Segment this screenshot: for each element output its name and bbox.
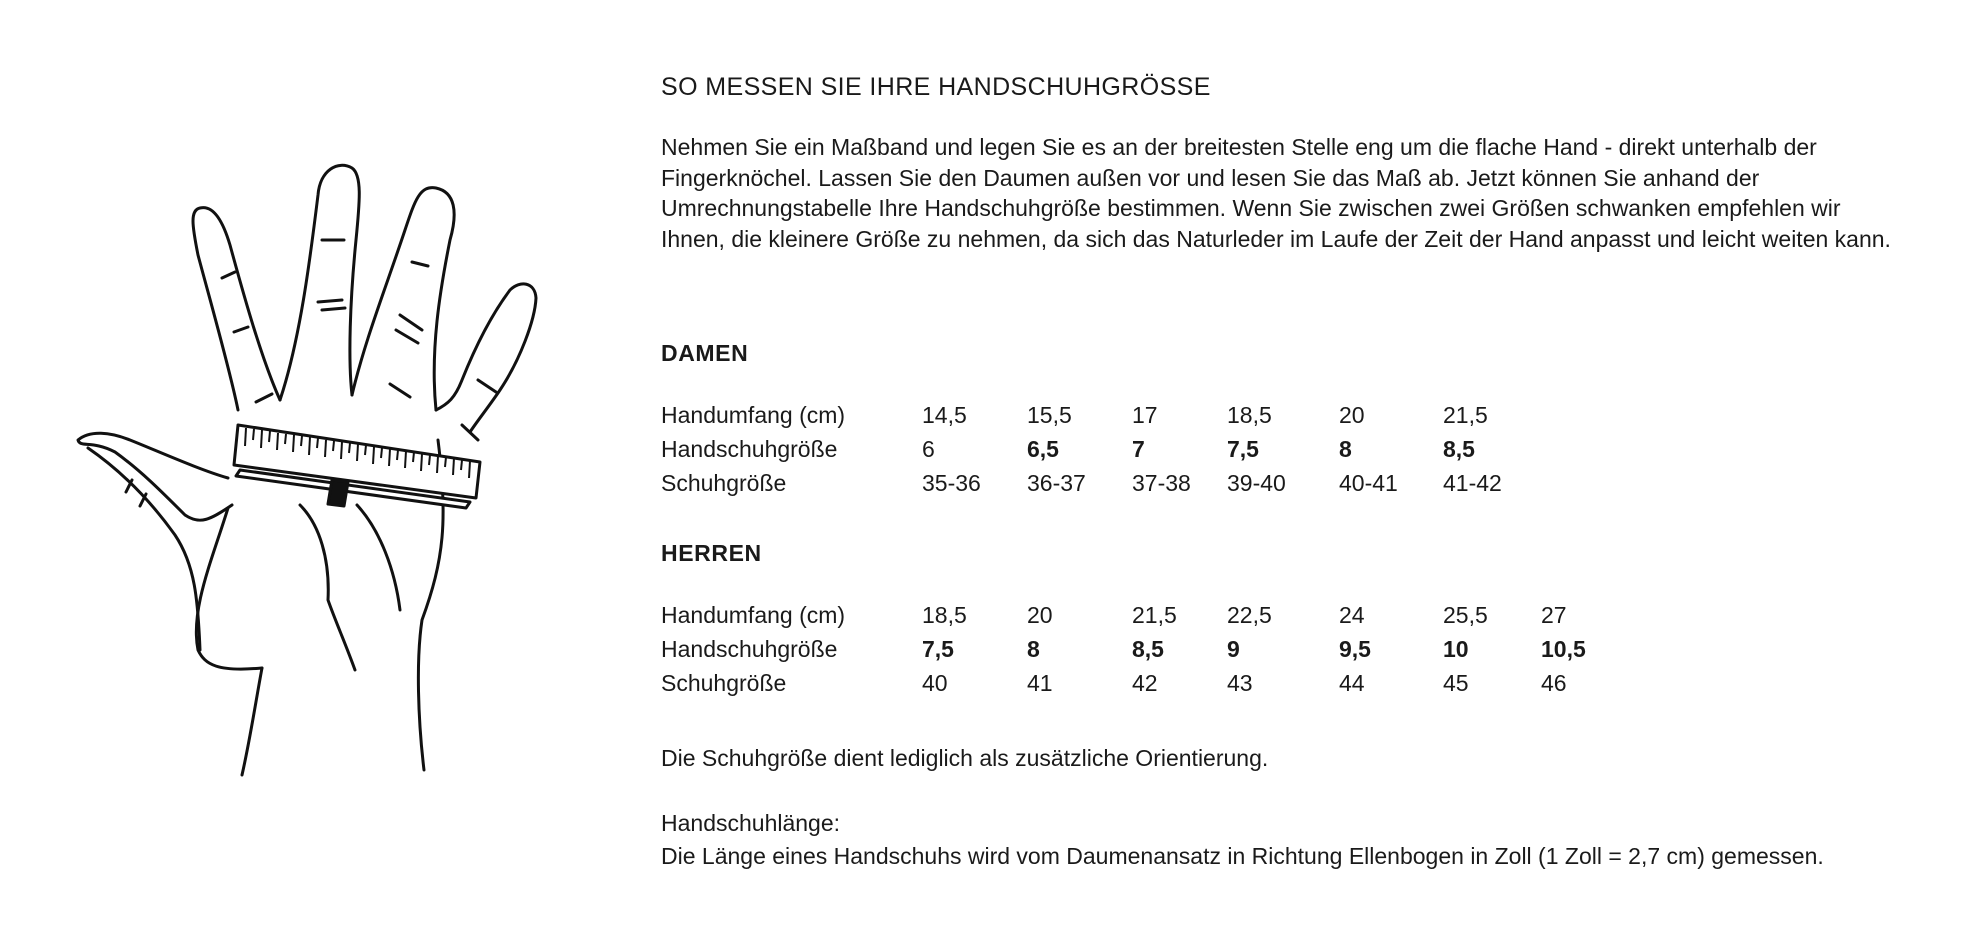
table-row bbox=[661, 432, 1541, 466]
table-cell: 27 bbox=[1541, 602, 1567, 628]
table-cell: 8,5 bbox=[1132, 636, 1164, 662]
finger-index bbox=[436, 284, 536, 432]
table-cell: 21,5 bbox=[1132, 602, 1177, 628]
table-cell: 10,5 bbox=[1541, 636, 1586, 662]
herren-size-table bbox=[661, 598, 1631, 700]
table-cell: 8 bbox=[1339, 436, 1352, 462]
size-guide bbox=[661, 70, 1961, 869]
page-title: SO MESSEN SIE IHRE HANDSCHUHGRÖSSE bbox=[661, 73, 1211, 101]
palm-left-outer bbox=[88, 448, 200, 650]
table-cell: 22,5 bbox=[1227, 602, 1272, 628]
row-label: Handschuhgröße bbox=[661, 636, 838, 662]
table-cell: 43 bbox=[1227, 670, 1253, 696]
table-cell: 20 bbox=[1339, 402, 1365, 428]
table-row bbox=[661, 466, 1541, 500]
table-cell: 36-37 bbox=[1027, 470, 1086, 496]
herren-title: HERREN bbox=[661, 540, 762, 566]
glove-length-text: Die Länge eines Handschuhs wird vom Daumenansatz in Richtung Ellenbogen in Zoll (1 Zoll = 2,7 cm) gemessen. bbox=[661, 843, 1824, 869]
table-cell: 44 bbox=[1339, 670, 1365, 696]
table-cell: 9,5 bbox=[1339, 636, 1371, 662]
table-cell: 42 bbox=[1132, 670, 1158, 696]
table-cell: 8 bbox=[1027, 636, 1040, 662]
table-row bbox=[661, 398, 1541, 432]
damen-size-table bbox=[661, 398, 1541, 500]
table-cell: 6 bbox=[922, 436, 935, 462]
table-cell: 18,5 bbox=[922, 602, 967, 628]
table-cell: 39-40 bbox=[1227, 470, 1286, 496]
table-cell: 9 bbox=[1227, 636, 1240, 662]
shoe-size-note: Die Schuhgröße dient lediglich als zusätzliche Orientierung. bbox=[661, 745, 1269, 771]
row-label: Handumfang (cm) bbox=[661, 402, 846, 428]
table-cell: 46 bbox=[1541, 670, 1567, 696]
table-cell: 17 bbox=[1132, 402, 1158, 428]
table-cell: 20 bbox=[1027, 602, 1053, 628]
finger-middle bbox=[352, 188, 454, 410]
row-label: Schuhgröße bbox=[661, 470, 787, 496]
row-label: Schuhgröße bbox=[661, 670, 787, 696]
table-cell: 10 bbox=[1443, 636, 1469, 662]
table-cell: 41 bbox=[1027, 670, 1053, 696]
palm-left-edge bbox=[196, 508, 262, 669]
table-cell: 24 bbox=[1339, 602, 1365, 628]
table-cell: 7 bbox=[1132, 436, 1145, 462]
wrist-left-line bbox=[242, 668, 262, 775]
table-cell: 7,5 bbox=[922, 636, 954, 662]
table-cell: 21,5 bbox=[1443, 402, 1488, 428]
table-cell: 8,5 bbox=[1443, 436, 1475, 462]
row-label: Handumfang (cm) bbox=[661, 602, 846, 628]
table-cell: 45 bbox=[1443, 670, 1469, 696]
table-cell: 18,5 bbox=[1227, 402, 1272, 428]
glove-length-title: Handschuhlänge: bbox=[661, 810, 841, 836]
finger-pinky bbox=[193, 208, 280, 410]
hand-measuring-illustration bbox=[0, 0, 660, 938]
table-cell: 35-36 bbox=[922, 470, 981, 496]
table-cell: 25,5 bbox=[1443, 602, 1488, 628]
table-cell: 6,5 bbox=[1027, 436, 1059, 462]
table-cell: 7,5 bbox=[1227, 436, 1259, 462]
damen-title: DAMEN bbox=[661, 340, 749, 366]
table-cell: 15,5 bbox=[1027, 402, 1072, 428]
table-cell: 41-42 bbox=[1443, 470, 1502, 496]
table-cell: 40-41 bbox=[1339, 470, 1398, 496]
table-cell: 14,5 bbox=[922, 402, 967, 428]
table-cell: 37-38 bbox=[1132, 470, 1191, 496]
table-row bbox=[661, 666, 1631, 700]
table-row bbox=[661, 598, 1631, 632]
finger-ring bbox=[280, 165, 359, 400]
table-cell: 40 bbox=[922, 670, 948, 696]
row-label: Handschuhgröße bbox=[661, 436, 838, 462]
intro-paragraph: Nehmen Sie ein Maßband und legen Sie es an der breitesten Stelle eng um die flache Hand - direkt unterhalb der Fingerknöchel. Lassen Sie den Daumen außen vor und lesen Sie das Maß ab. Jetzt können Sie anhand der Umrechnungstabelle Ihre Handschuhgröße bestimmen. Wenn Sie zwischen zwei Größen schwanken empfehlen wir Ihnen, die kleinere Größe zu nehmen, da sich das Naturleder im Laufe der Zeit der Hand anpasst und leicht weiten kann. bbox=[661, 134, 1891, 252]
table-row bbox=[661, 632, 1631, 666]
